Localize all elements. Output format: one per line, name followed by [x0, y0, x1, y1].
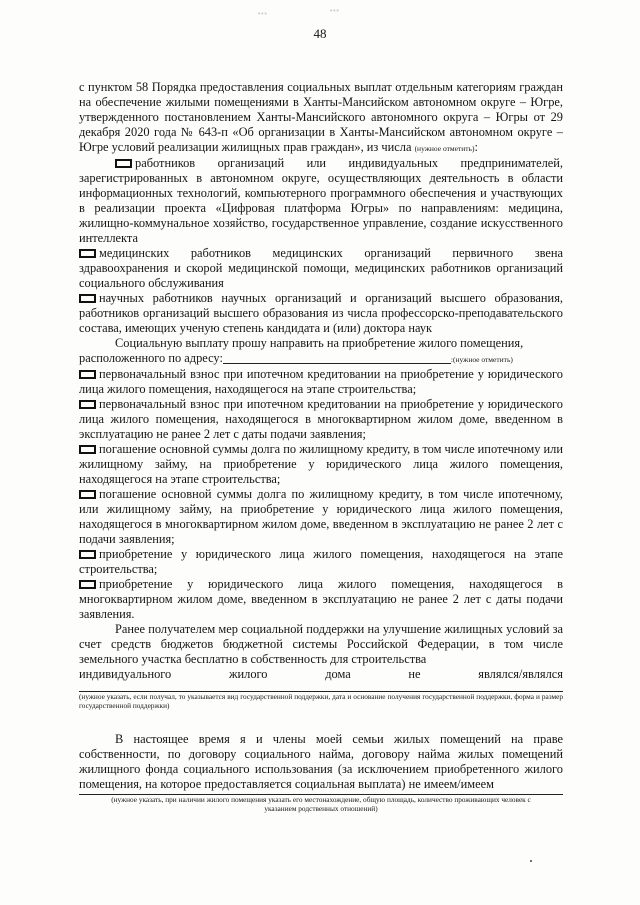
purpose-label: приобретение у юридического лица жилого помещения, находящегося на этапе строительства; [79, 547, 563, 576]
purpose-option-2[interactable] [79, 397, 563, 442]
address-line: расположенного по адресу: :(нужное отметить) [79, 351, 513, 365]
checkbox-icon[interactable] [79, 400, 96, 409]
checkbox-icon[interactable] [79, 550, 96, 559]
checkbox-icon[interactable] [79, 249, 96, 258]
purpose-option-4[interactable] [79, 487, 563, 547]
category-label: научных работников научных организаций и организаций высшего образования, работников организаций высшего образования из числа профессорско-преподавательского состава, имеющих ученую степень кандидата и (или) доктора наук [79, 291, 563, 335]
housing-note: (нужное указать, при наличии жилого помещения указать его местонахождение, общую площадь, количество проживающих человек с указанием родственных отношений) [111, 795, 531, 813]
prior-support-answer-line: индивидуального жилого дома не являлся/являлся [79, 667, 563, 681]
category-label: медицинских работников медицинских организаций первичного звена здравоохранения и скорой медицинской помощи, медицинских работников организаций социального обслуживания [79, 246, 563, 290]
address-hint: :(нужное отметить) [450, 355, 513, 364]
prior-support-paragraph: Ранее получателем мер социальной поддержки на улучшение жилищных условий за счет средств бюджетов бюджетной системы Российской Федерации, в том числе земельного участка бесплатно в собственность для строительства [79, 622, 563, 666]
scan-speck [530, 860, 532, 862]
category-option-it[interactable] [79, 156, 563, 246]
scan-artifact-mark: ... [258, 6, 268, 16]
category-label: работников организаций или индивидуальных предпринимателей, зарегистрированных в автономном округе, осуществляющих деятельность в области информационных технологий, компьютерного программного обеспечения и участвующих в реализации проекта «Цифровая платформа Югры» по направлениям: медицина, жилищно-коммунальное хозяйство, государственное управление, создание искусственного интеллекта [79, 156, 563, 245]
checkbox-icon[interactable] [79, 445, 96, 454]
purpose-label: погашение основной суммы долга по жилищному кредиту, в том числе ипотечному или жилищному займу, на приобретение у юридического лица жилого помещения, находящегося на этапе строительства; [79, 442, 563, 486]
intro-paragraph: с пунктом 58 Порядка предоставления социальных выплат отдельным категориям граждан на обеспечение жилыми помещениями в Ханты-Мансийском автономном округе – Югре, утвержденного постановлением Ханты-Мансийского автономного округа – Югры от 29 декабря 2020 года № 643-п «Об организации в Ханты-Мансийском автономном округе – Югре условий реализации жилищных прав граждан», из числа (нужное отметить): [79, 80, 563, 154]
address-input-line[interactable] [223, 353, 451, 364]
purpose-option-3[interactable] [79, 442, 563, 487]
intro-hint: (нужное отметить) [414, 144, 475, 153]
purpose-label: первоначальный взнос при ипотечном кредитовании на приобретение у юридического лица жилого помещения, находящегося в многоквартирном жилом доме, введенном в эксплуатацию не ранее 2 лет с даты подачи заявления; [79, 397, 563, 441]
purpose-option-5[interactable] [79, 547, 563, 577]
checkbox-icon[interactable] [79, 580, 96, 589]
prior-support-note: (нужное указать, если получал, то указывается вид государственной поддержки, дата и основание получения государственной поддержки, форма и размер государственной поддержки) [79, 692, 563, 710]
purpose-label: первоначальный взнос при ипотечном кредитовании на приобретение у юридического лица жилого помещения, находящегося на этапе строительства; [79, 367, 563, 396]
checkbox-icon[interactable] [79, 370, 96, 379]
category-option-medical[interactable] [79, 246, 563, 291]
document-body [79, 80, 563, 813]
purpose-label: погашение основной суммы долга по жилищному кредиту, в том числе ипотечному, или жилищному займу, на приобретение у юридического лица жилого помещения, находящегося в многоквартирном жилом доме, введенном в эксплуатацию не ранее 2 лет с подачи заявления; [79, 487, 563, 546]
checkbox-icon[interactable] [115, 159, 132, 168]
checkbox-icon[interactable] [79, 490, 96, 499]
direction-line: Социальную выплату прошу направить на приобретение жилого помещения, [115, 336, 524, 350]
category-option-science[interactable] [79, 291, 563, 336]
purpose-option-1[interactable] [79, 367, 563, 397]
scan-artifact-mark: ... [330, 3, 340, 13]
page-number: 48 [313, 26, 327, 41]
purpose-option-6[interactable] [79, 577, 563, 622]
checkbox-icon[interactable] [79, 294, 96, 303]
housing-paragraph: В настоящее время я и члены моей семьи жилых помещений на праве собственности, по договору социального найма, договору найма жилых помещений жилищного фонда социального использования (за исключением приобретенного жилого помещения, на которое предоставляется социальная выплата) не имеем/имеем [79, 732, 563, 791]
purpose-label: приобретение у юридического лица жилого помещения, находящегося в многоквартирном жилом доме, введенном в эксплуатацию не ранее 2 лет с даты подачи заявления. [79, 577, 563, 621]
